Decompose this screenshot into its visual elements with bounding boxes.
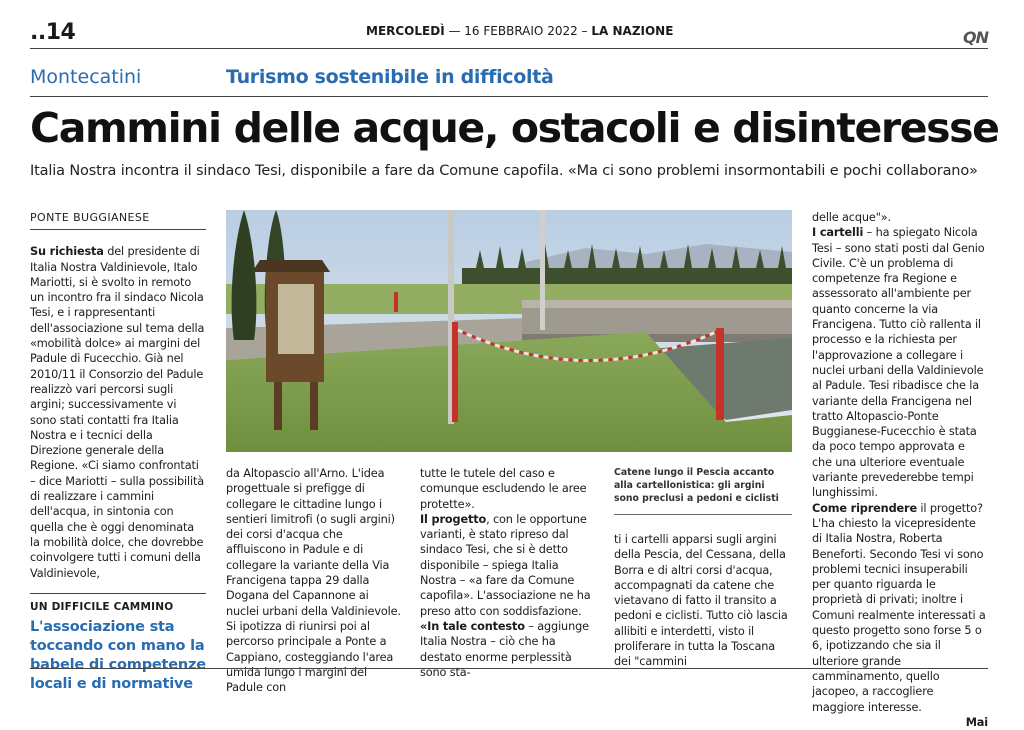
placeline: PONTE BUGGIANESE <box>30 210 206 230</box>
page-header <box>30 18 988 48</box>
subheadline: Italia Nostra incontra il sindaco Tesi, disponibile a fare da Comune capofila. «Ma ci sono problemi insormontabili e pochi collaborano» <box>30 163 978 179</box>
footer-rule <box>30 668 988 669</box>
column-3-para-3: «In tale contesto – aggiunge Italia Nostra – ciò che ha destato enorme perplessità sono sta- <box>420 619 589 679</box>
column-5-para-2: I cartelli – ha spiegato Nicola Tesi – sono stati posti dal Genio Civile. C'è un problema di competenze fra Regione e assessorato all'ambiente per quanto concerne la via Francigena. Tutto ciò rallenta il processo e la richiesta per l'approvazione a collegare i nuclei urbani della Valdinievole al Padule. Tesi ribadisce che la variante della Francigena nel tratto Altopascio-Ponte Buggianese-Fucecchio è stata da poco tempo approvata e che una ulteriore eventuale variante prevederebbe tempi lunghissimi. <box>812 226 985 500</box>
column-4-text: ti i cartelli apparsi sugli argini della Pescia, del Cessana, della Borra e di altri corsi d'acqua, accompagnati da catene che vietavano di fatto il transito a pedoni e ciclisti. Tutto ciò lascia allibiti e interdetti, visto il proliferare in tutta la Toscana dei "cammini <box>614 533 788 669</box>
section-rule <box>30 96 988 97</box>
qn-logo: QN <box>963 28 988 47</box>
column-1 <box>30 210 206 694</box>
pull-quote: L'associazione sta toccando con mano la babele di competenze locali e di normative <box>30 619 206 693</box>
dateline-date: — 16 FEBBRAIO 2022 – <box>448 24 588 38</box>
column-2 <box>226 466 404 695</box>
article-lead: Su richiesta del presidente di Italia Nostra Valdinievole, Italo Mariotti, si è svolto in remoto un incontro fra il sindaco Nicola Tesi, e i rappresentanti dell'associazione sul tema della «mobilità dolce» ai margini del Padule di Fucecchio. Già nel 2010/11 il Consorzio del Padule realizzò vari percorsi sugli argini; successivamente vi sono stati contatti fra Italia Nostra e i tecnici della Direzione generale della Regione. «Ci siamo confrontati – dice Mariotti – sulla possibilità di realizzare i cammini dell'acqua, in sintonia con quella che è oggi denominata la mobilità dolce, che dovrebbe coinvolgere tutti i comuni della Valdinievole, <box>30 245 205 580</box>
caption-rule <box>614 514 792 515</box>
header-rule <box>30 48 988 49</box>
section-name: Montecatini <box>30 66 142 88</box>
headline: Cammini delle acque, ostacoli e disinteresse <box>30 104 999 152</box>
column-3-para-1: tutte le tutele del caso e comunque escludendo le aree protette». <box>420 467 587 511</box>
kicker: Turismo sostenibile in difficoltà <box>226 66 554 88</box>
column-5 <box>812 210 988 730</box>
column-3-para-2: Il progetto, con le opportune varianti, è stato ripreso dal sindaco Tesi, che si è detto disponibile – spiega Italia Nostra – «a fare da Comune capofila». L'associazione ne ha preso atto con soddisfazione. <box>420 512 591 618</box>
column-4 <box>614 532 792 670</box>
column-3 <box>420 466 598 680</box>
pull-quote-title: UN DIFFICILE CAMMINO <box>30 600 174 613</box>
page-number: ..14 <box>30 20 76 45</box>
dateline <box>366 24 673 38</box>
dateline-day: MERCOLEDÌ <box>366 24 445 38</box>
photo-caption: Catene lungo il Pescia accanto alla cartellonistica: gli argini sono preclusi a pedoni e ciclisti <box>614 467 779 504</box>
pull-quote-box <box>30 593 206 694</box>
column-5-para-3: Come riprendere il progetto? L'ha chiesto la vicepresidente di Italia Nostra, Roberta Beneforti. Secondo Tesi vi sono problemi tecnici insuperabili per quanto riguarda le proprietà di privati; inoltre i Comuni realmente interessati a questo progetto sono forse 5 o 6, ipotizzando che sia il ulteriore grande camminamento, quello jacopeo, a raccogliere maggiore interesse. <box>812 501 986 714</box>
dateline-paper: LA NAZIONE <box>591 24 674 38</box>
author-signature: Mai <box>965 715 988 729</box>
article-photo <box>226 210 792 452</box>
column-5-para-1: delle acque"». <box>812 211 891 224</box>
column-2-text: da Altopascio all'Arno. L'idea progettuale si prefigge di collegare le cittadine lungo i sentieri limitrofi (o sugli argini) dei corsi d'acqua che affluiscono in Padule e di collegare la variante della Via Francigena tappa 29 dalla Dogana del Capannone ai nuclei urbani della Valdinievole. Si ipotizza di riunirsi poi al percorso principale a Ponte a Cappiano, costeggiando l'area umida lungo i margini del Padule con <box>226 467 401 695</box>
riverbank-chain-photo <box>226 210 792 452</box>
